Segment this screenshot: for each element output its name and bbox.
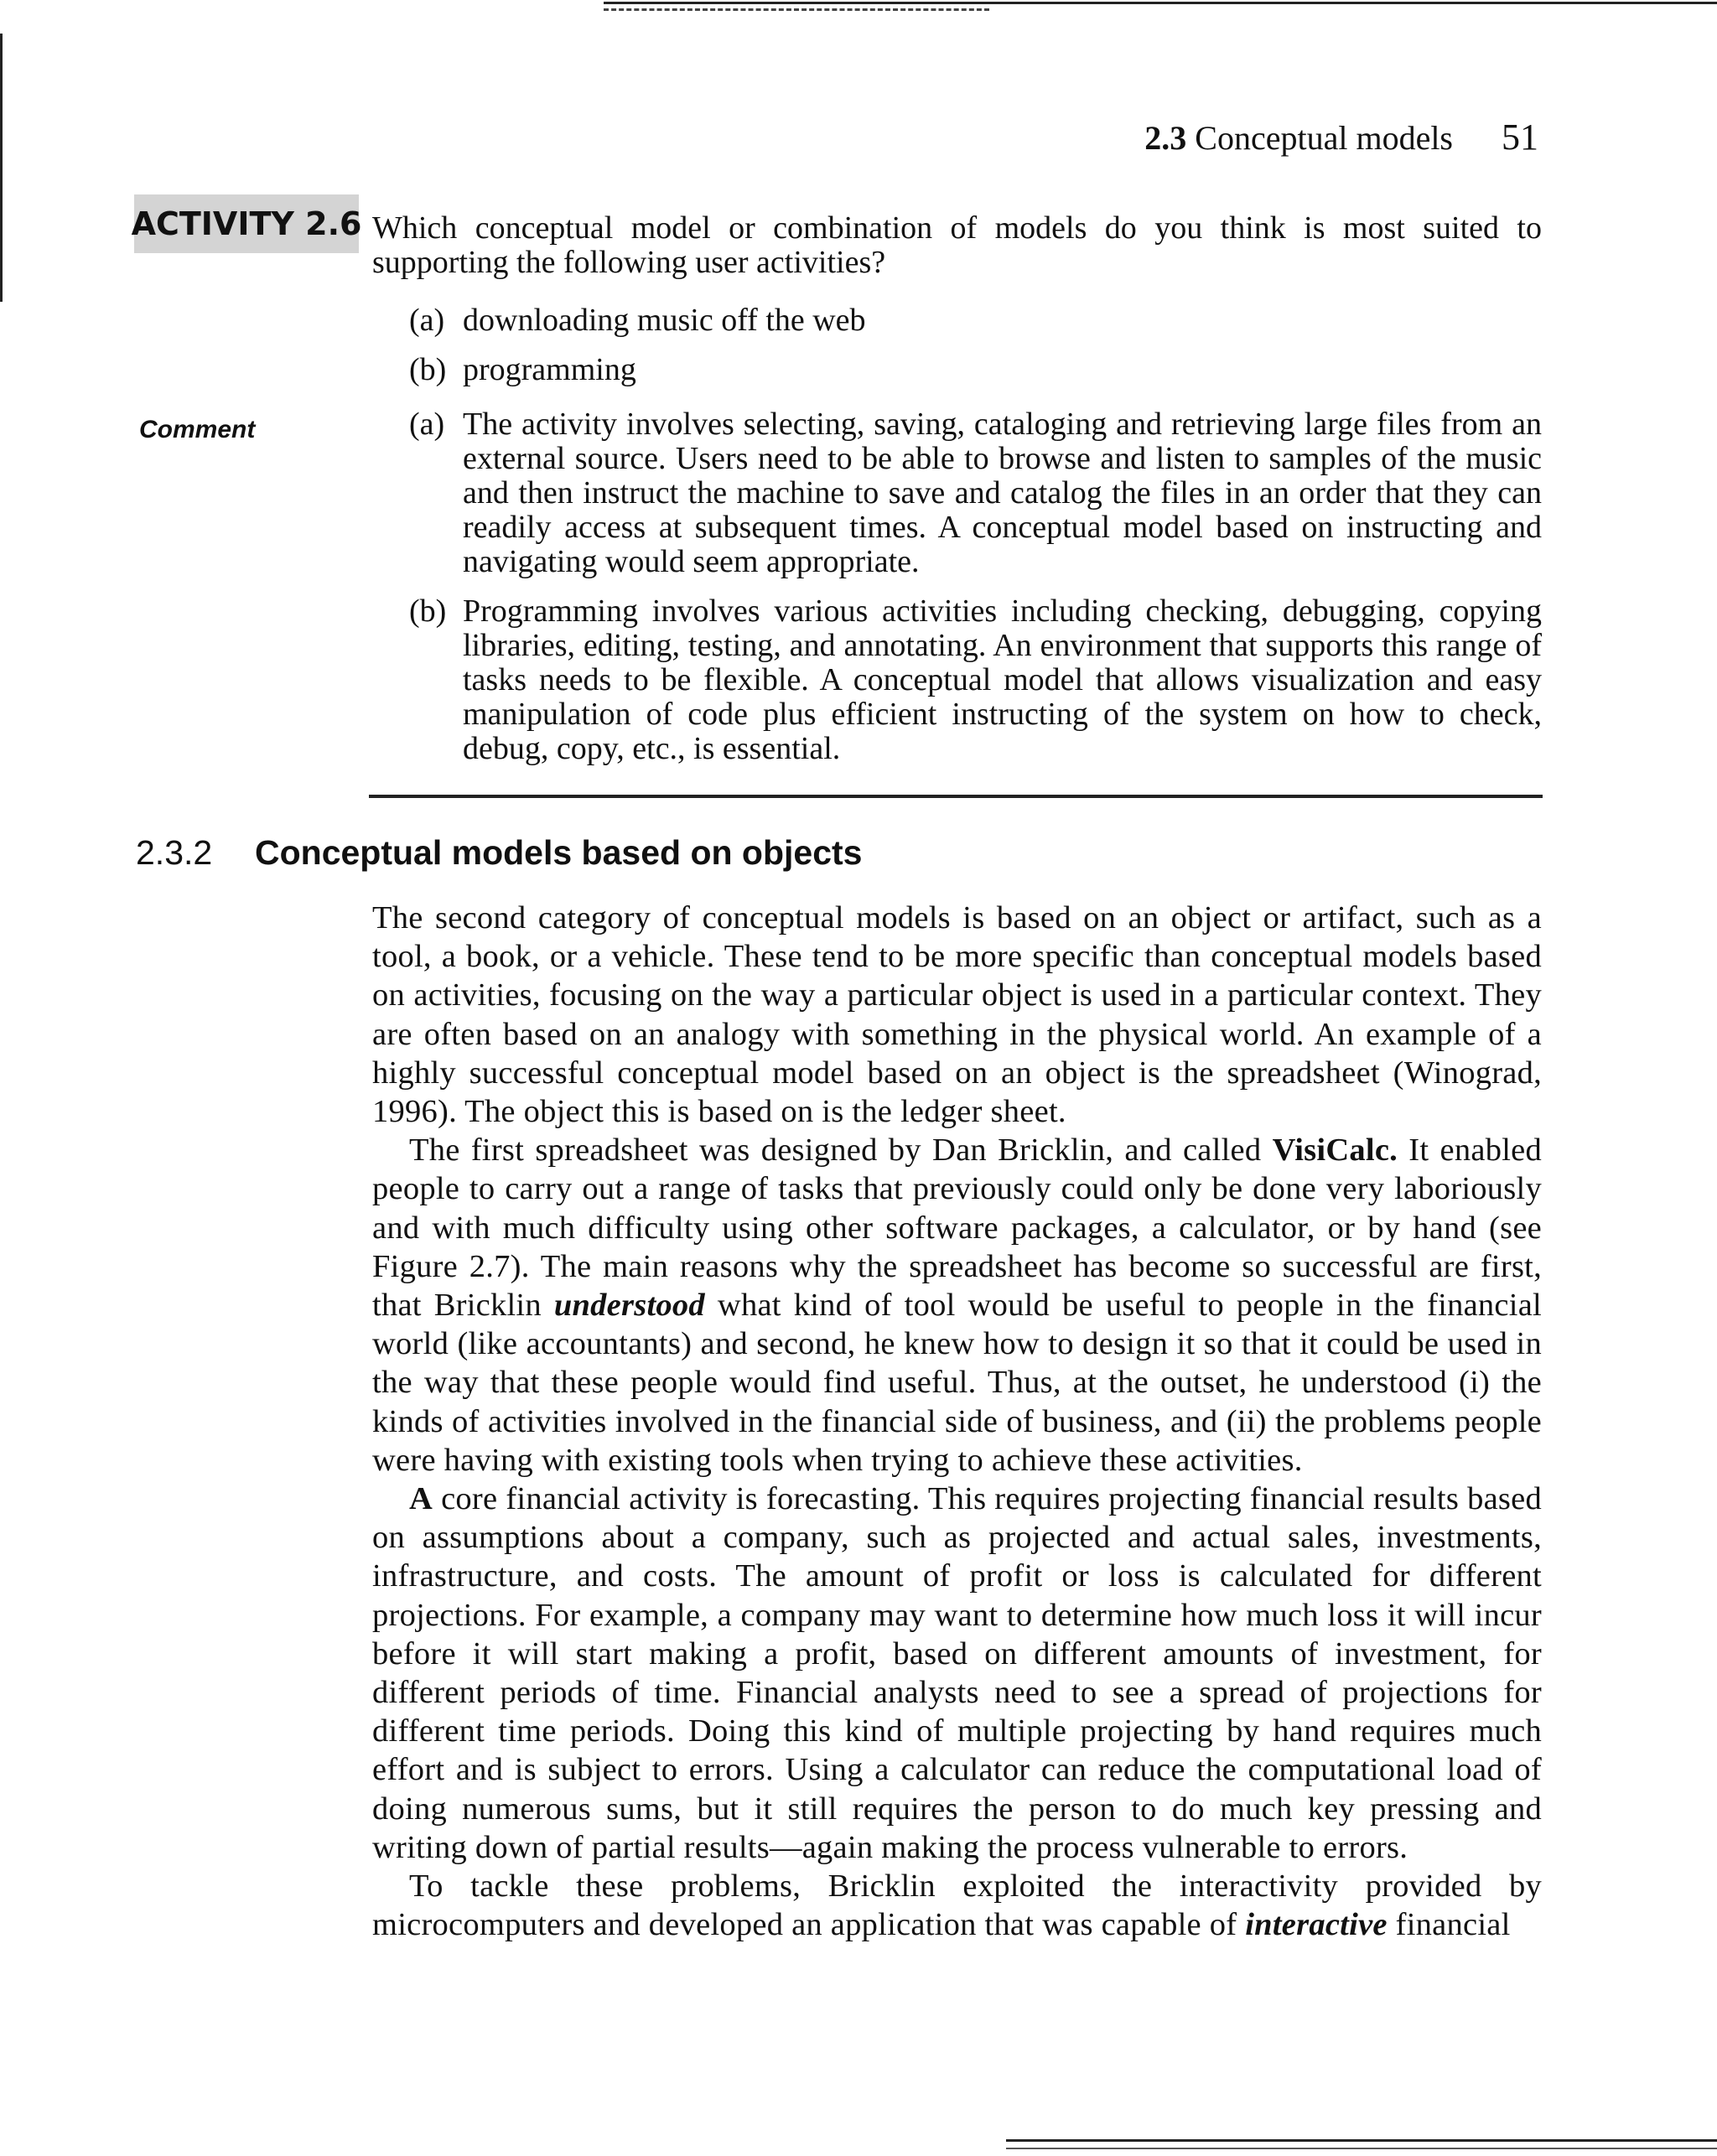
- comment-item-list: [409, 407, 1542, 781]
- comment-item-label: (b): [409, 593, 447, 629]
- paragraph: [372, 1131, 1542, 1480]
- paragraph-text: what kind of tool would be useful to people in the financial world (like accountants) and second, he knew how to design it so that it could be used in the way that these people would find useful. Thus, at the outset, he understood (i) the kinds of activities involved in the financial side of business, and (ii) the problems people were having with existing tools when trying to achieve these activities.: [372, 1288, 1542, 1478]
- paragraph: [372, 1867, 1542, 1944]
- activity-item-label: (a): [409, 303, 445, 338]
- activity-item: [409, 303, 1542, 338]
- comment-item: [409, 594, 1542, 766]
- section-title: Conceptual models based on objects: [255, 833, 863, 872]
- emphasis-understood: understood: [553, 1288, 705, 1324]
- comment-label: Comment: [139, 416, 256, 443]
- activity-label: ACTIVITY 2.6: [131, 205, 362, 242]
- scan-rule-top: [604, 2, 1717, 4]
- comment-item-text: The activity involves selecting, saving, cataloging and retrieving large files from an external source. Users need to be able to browse and listen to samples of the music and then instruct the machine to save and catalog the files in an order that they can readily access at subsequent times. A conceptual model based on instructing and navigating would seem appropriate.: [463, 407, 1542, 579]
- paragraph-text: financial: [1387, 1907, 1511, 1943]
- comment-item-text: Programming involves various activities including checking, debugging, copying libraries, editing, testing, and annotating. An environment that supports this range of tasks needs to be flexible. A conceptual model that allows visualization and easy manipulation of code plus efficient instructing of the system on how to check, debug, copy, etc., is essential.: [463, 593, 1542, 766]
- activity-label-box: [131, 194, 362, 253]
- activity-item: [409, 353, 1542, 387]
- emphasis-interactive: interactive: [1245, 1907, 1388, 1943]
- scan-rule-bottom-secondary: [1006, 2148, 1717, 2149]
- page-number: 51: [1502, 117, 1538, 158]
- scan-edge-left: [0, 34, 3, 302]
- activity-item-text: downloading music off the web: [463, 303, 866, 338]
- running-head: [1144, 116, 1538, 158]
- paragraph-text: The first spreadsheet was designed by Dan Bricklin, and called: [409, 1132, 1273, 1169]
- paragraph-initial: A: [409, 1481, 433, 1517]
- paragraph-text: It enabled people to carry out a range of tasks that previously could only be done very laboriously and with much difficulty using other software packages, a calculator, or by hand (see Figure 2.7). The main reasons why the spreadsheet has become so successful are first, that Bricklin: [372, 1132, 1542, 1324]
- comment-item-label: (a): [409, 407, 445, 442]
- paragraph: [372, 1480, 1542, 1867]
- running-head-section-title: Conceptual models: [1195, 119, 1453, 157]
- body-text: [372, 899, 1542, 1944]
- paragraph-text: The second category of conceptual models is based on an object or artifact, such as a tool, a book, or a vehicle. These tend to be more specific than conceptual models based on activities, focusing on the way a particular object is used in a particular context. They are often based on an analogy with something in the physical world. An example of a highly successful conceptual model based on an object is the spreadsheet (Winograd, 1996). The object this is based on is the ledger sheet.: [372, 900, 1542, 1130]
- paragraph-text: To tackle these problems, Bricklin exploited the interactivity provided by microcomputers and developed an application that was capable of: [372, 1868, 1542, 1943]
- activity-item-label: (b): [409, 352, 447, 387]
- scan-dash-top: [604, 8, 989, 11]
- paragraph-text: core financial activity is forecasting. This requires projecting financial results based on assumptions about a company, such as projected and actual sales, investments, infrastructure, and costs. The amount of profit or loss is calculated for different projections. For example, a company may want to determine how much loss it will incur before it will start making a profit, based on different amounts of investment, for different periods of time. Financial analysts need to see a spread of projections for different time periods. Doing this kind of multiple projecting by hand requires much effort and is subject to errors. Using a calculator can reduce the computational load of doing numerous sums, but it still requires the person to do much key pressing and writing down of partial results—again making the process vulnerable to errors.: [372, 1481, 1542, 1865]
- section-heading: [136, 833, 862, 873]
- activity-end-rule: [369, 795, 1543, 798]
- visicalc-term: VisiCalc.: [1272, 1132, 1398, 1169]
- running-head-section-number: 2.3: [1144, 119, 1187, 157]
- paragraph: [372, 899, 1542, 1131]
- activity-item-list: [409, 303, 1542, 402]
- comment-item: [409, 407, 1542, 579]
- activity-item-text: programming: [463, 352, 636, 387]
- activity-question: Which conceptual model or combination of models do you think is most suited to supporting the following user activities?: [372, 210, 1542, 280]
- scan-rule-bottom: [1006, 2139, 1717, 2142]
- section-number: 2.3.2: [136, 833, 213, 872]
